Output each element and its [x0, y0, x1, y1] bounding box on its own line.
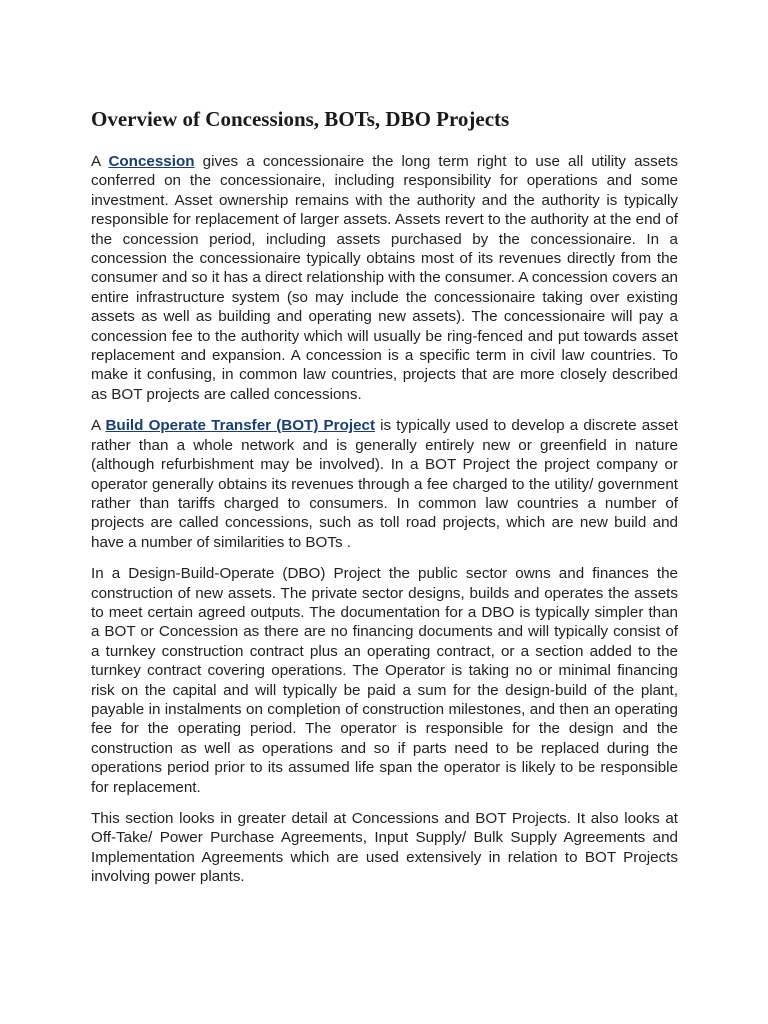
concession-link[interactable]: Concession [108, 153, 195, 170]
document-page [91, 104, 678, 899]
paragraph-section-summary: This section looks in greater detail at Concessions and BOT Projects. It also looks at Off-Take/ Power Purchase Agreements, Input Supply/ Bulk Supply Agreements and Implementation Agreements which are used extensively in relation to BOT Projects involving power plants. [91, 810, 678, 886]
paragraph-dbo: In a Design-Build-Operate (DBO) Project the public sector owns and finances the construction of new assets. The private sector designs, builds and operates the assets to meet certain agreed outputs. The documentation for a DBO is typically simpler than a BOT or Concession as there are no financing documents and will typically consist of a turnkey construction contract plus an operating contract, or a section added to the turnkey contract covering operations. The Operator is taking no or minimal financing risk on the capital and will typically be paid a sum for the design-build of the plant, payable in instalments on completion of construction milestones, and then an operating fee for the operating period. The operator is responsible for the design and the construction as well as operations and so if parts need to be replaced during the operations period prior to its assumed life span the operator is likely to be responsible for replacement. [91, 565, 678, 796]
paragraph-concession [91, 152, 678, 404]
paragraph-text: gives a concessionaire the long term right to use all utility assets conferred on the concessionaire, including responsibility for operations and some investment. Asset ownership remains with the authority and the authority is typically responsible for replacement of larger assets. Assets revert to the authority at the end of the concession period, including assets purchased by the concessionaire. In a concession the concessionaire typically obtains most of its revenues directly from the consumer and so it has a direct relationship with the consumer. A concession covers an entire infrastructure system (so may include the concessionaire taking over existing assets as well as building and operating new assets). The concessionaire will pay a concession fee to the authority which will usually be ring-fenced and put towards asset replacement and expansion. A concession is a specific term in civil law countries. To make it confusing, in common law countries, projects that are more closely described as BOT projects are called concessions. [91, 153, 678, 403]
page-title: Overview of Concessions, BOTs, DBO Projects [91, 107, 510, 131]
paragraph-text: is typically used to develop a discrete asset rather than a whole network and is generally entirely new or greenfield in nature (although refurbishment may be involved). In a BOT Project the project company or operator generally obtains its revenues through a fee charged to the utility/ government rather than tariffs charged to consumers. In common law countries a number of projects are called concessions, such as toll road projects, which are new build and have a number of similarities to BOTs . [91, 417, 678, 551]
paragraph-bot [91, 416, 678, 552]
paragraph-prefix: A [91, 417, 106, 435]
bot-project-link[interactable]: Build Operate Transfer (BOT) Project [105, 417, 376, 435]
paragraph-prefix: A [91, 153, 109, 170]
